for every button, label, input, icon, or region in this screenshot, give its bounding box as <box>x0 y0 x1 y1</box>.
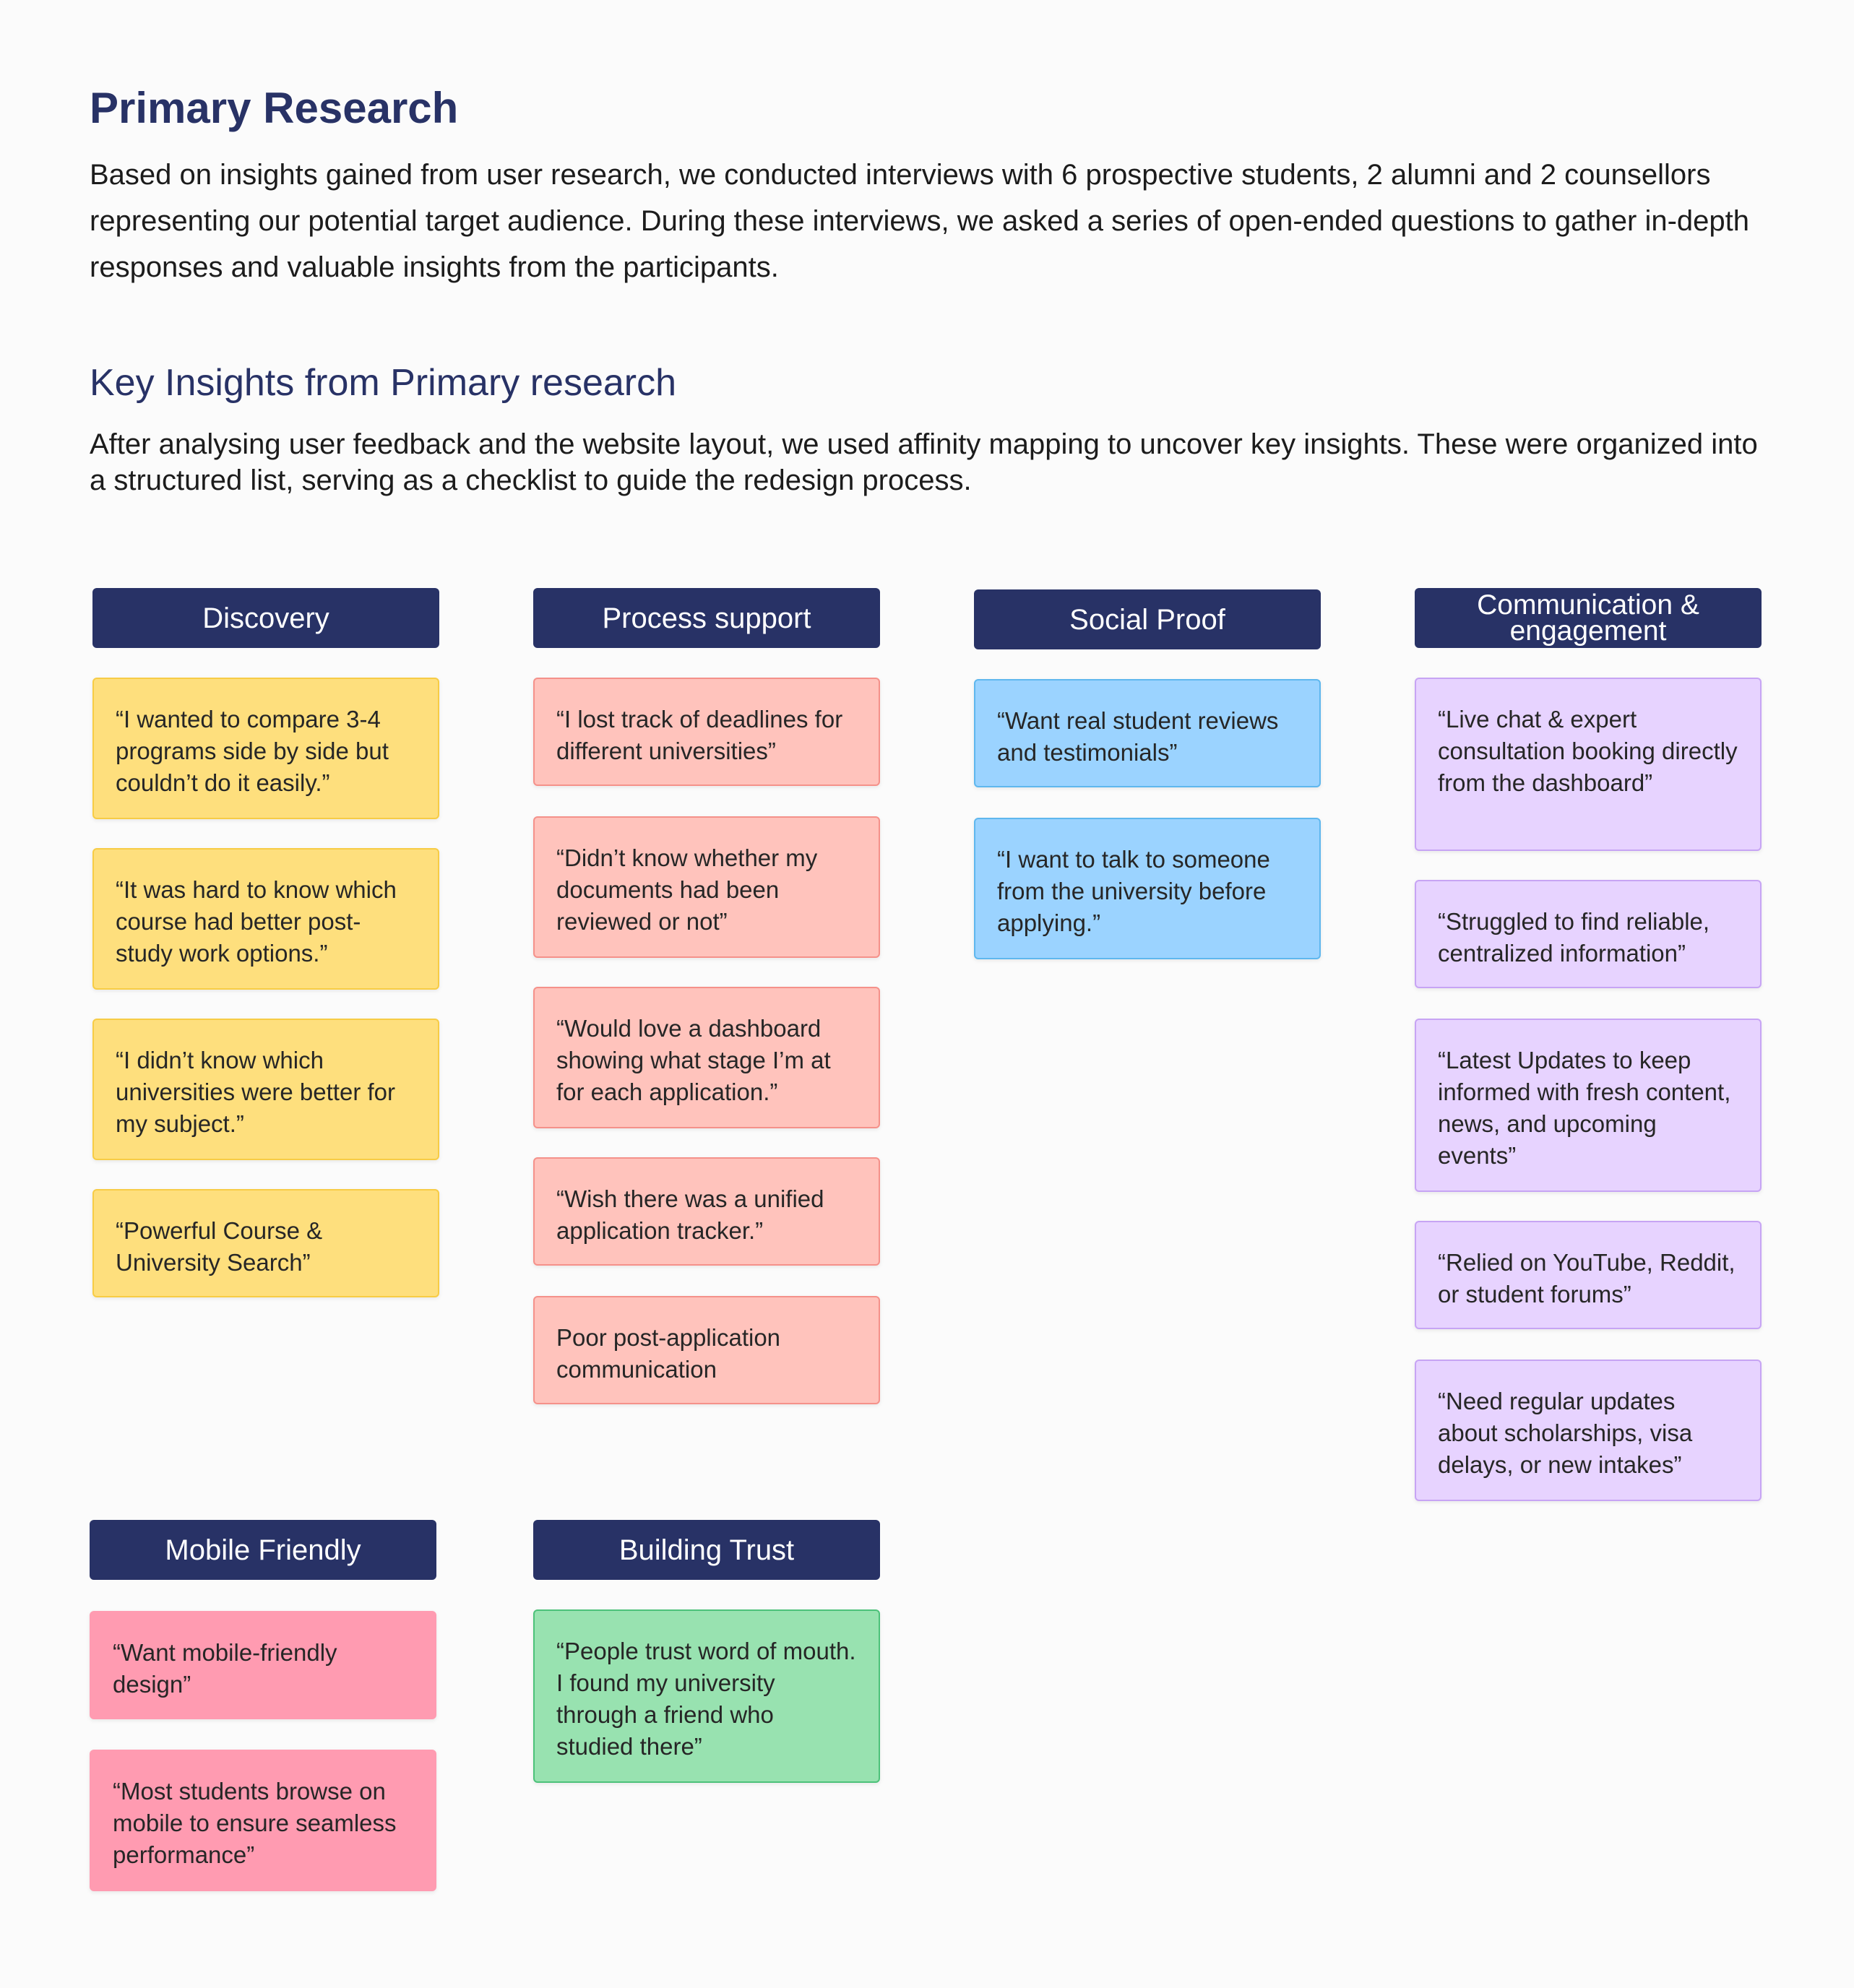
section-paragraph: After analysing user feedback and the website layout, we used affinity mapping to uncover key insights. These were organized into a structured list, serving as a checklist to guide the redesign process. <box>90 428 1758 496</box>
sticky-note: “Would love a dashboard showing what stage I’m at for each application.” <box>533 987 880 1128</box>
sticky-note: “Live chat & expert consultation booking directly from the dashboard” <box>1415 678 1762 851</box>
sticky-note: “Relied on YouTube, Reddit, or student forums” <box>1415 1221 1762 1329</box>
page-title: Primary Research <box>90 84 459 132</box>
sticky-note: “People trust word of mouth. I found my university through a friend who studied there” <box>533 1609 880 1783</box>
sticky-note: “Struggled to find reliable, centralized information” <box>1415 880 1762 988</box>
sticky-note: “Most students browse on mobile to ensure seamless performance” <box>90 1750 436 1891</box>
sticky-note: “Need regular updates about scholarships, visa delays, or new intakes” <box>1415 1360 1762 1501</box>
group-header-mobile-friendly: Mobile Friendly <box>90 1520 436 1580</box>
group-header-process-support: Process support <box>533 588 880 648</box>
sticky-note: “I lost track of deadlines for different universities” <box>533 678 880 786</box>
sticky-note: “I want to talk to someone from the university before applying.” <box>974 818 1321 959</box>
sticky-note: “It was hard to know which course had better post-study work options.” <box>92 848 439 990</box>
section-title: Key Insights from Primary research <box>90 362 677 404</box>
sticky-note: “Wish there was a unified application tracker.” <box>533 1157 880 1266</box>
sticky-note: “Powerful Course & University Search” <box>92 1189 439 1297</box>
sticky-note: “Want real student reviews and testimonials” <box>974 679 1321 787</box>
sticky-note: Poor post-application communication <box>533 1296 880 1404</box>
sticky-note: “Didn’t know whether my documents had been reviewed or not” <box>533 816 880 958</box>
group-header-communication: Communication & engagement <box>1415 588 1762 648</box>
group-header-social-proof: Social Proof <box>974 589 1321 649</box>
group-header-discovery: Discovery <box>92 588 439 648</box>
sticky-note: “I didn’t know which universities were better for my subject.” <box>92 1019 439 1160</box>
group-header-building-trust: Building Trust <box>533 1520 880 1580</box>
intro-paragraph: Based on insights gained from user research, we conducted interviews with 6 prospective students, 2 alumni and 2 counsellors representing our potential target audience. During these interviews, we asked a series of open-ended questions to gather in-depth responses and valuable insights from the participants. <box>90 159 1749 283</box>
sticky-note: “Want mobile-friendly design” <box>90 1611 436 1719</box>
sticky-note: “Latest Updates to keep informed with fresh content, news, and upcoming events” <box>1415 1019 1762 1192</box>
sticky-note: “I wanted to compare 3-4 programs side by side but couldn’t do it easily.” <box>92 678 439 819</box>
